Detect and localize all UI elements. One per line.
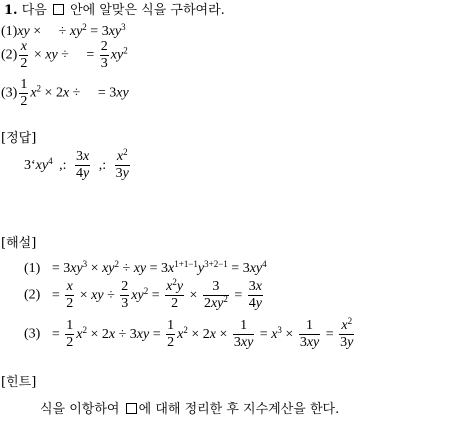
- answer-line: [24, 147, 132, 181]
- question-number: 1.: [4, 3, 18, 18]
- blank-box-icon: [53, 4, 64, 15]
- problem-label: (2): [1, 47, 18, 63]
- solution-label: (3): [24, 326, 41, 342]
- solution-1: $(1) = 3xy^3 \times xy^2$ ÷ xy = $3x^{1+1-1}y^{3+2-1} = 3xy^4$: [24, 259, 267, 276]
- hint-heading: [힌트]: [1, 375, 37, 390]
- answer-1: 3ʻxy$^4$: [24, 155, 53, 173]
- hint-line: [40, 403, 339, 416]
- problem-1: (1)xy × ÷ $xy^2 = 3xy^3$: [1, 22, 126, 39]
- solution-label: (1): [24, 261, 41, 276]
- blank-box-icon: [126, 403, 137, 414]
- answer-2: $\frac{3x}{4y}$: [76, 149, 90, 181]
- question-text-before: 다음: [21, 3, 47, 18]
- answer-heading: [정답]: [1, 131, 37, 146]
- answer-3: $\frac{x^2}{3y}$: [115, 147, 129, 181]
- answer-separator: ,:: [59, 157, 67, 173]
- question-text-after: 안에 알맞은 식을 구하여라.: [70, 3, 225, 18]
- problem-label: (1): [1, 24, 18, 39]
- answer-separator: ,:: [98, 157, 107, 173]
- hint-text-before: 식을 이항하여: [40, 402, 120, 417]
- solution-heading: [해설]: [1, 236, 37, 251]
- solution-3: (3) = $\frac{1}{2}$ $x^2 \times 2x \div 3xy$ = $\frac{1}{2}$ $x^2 \times 2x$ × $\frac{1}{3xy}$ = $x^3$ × $\frac{1}{3xy}$ = $\frac{x^2}{3y}$: [24, 316, 354, 350]
- problem-2: (2) $\frac{x}{2}$ × xy ÷ = $\frac{2}{3}$ $xy^2$: [1, 39, 128, 71]
- problem-3: (3) $\frac{1}{2}$ $x^2 \times 2x$ ÷ = 3xy: [1, 77, 129, 109]
- solution-label: (2): [24, 287, 41, 303]
- solution-2: (2) = $\frac{x}{2}$ × xy ÷ $\frac{2}{3}$ $xy^2$ = $\frac{x^2y}{2}$ × $\frac{3}{2xy^2}$ = $\frac{3x}{4y}$: [24, 277, 263, 311]
- question-line: [4, 4, 225, 17]
- problem-label: (3): [1, 85, 18, 101]
- hint-text-after: 에 대해 정리한 후 지수계산을 한다.: [138, 402, 340, 417]
